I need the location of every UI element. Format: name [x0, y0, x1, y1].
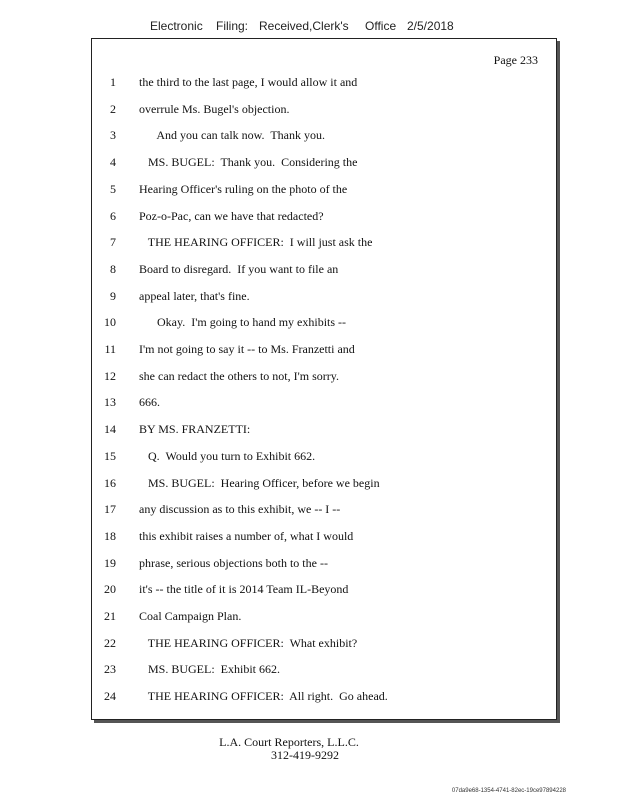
transcript-line [92, 526, 556, 546]
document-hash: 07da9e68-1354-4741-82ec-19ce97894228 [451, 788, 566, 794]
line-text: Okay. I'm going to hand my exhibits -- [139, 315, 347, 330]
transcript-line [92, 259, 556, 279]
line-number: 12 [104, 368, 116, 383]
transcript-line [92, 366, 556, 386]
line-number: 2 [110, 101, 116, 116]
transcript-line [92, 339, 556, 359]
line-text: any discussion as to this exhibit, we -- I -- [139, 502, 341, 517]
line-text: 666. [139, 395, 160, 410]
line-number: 22 [104, 635, 116, 650]
transcript-line [92, 312, 556, 332]
header-word: Received,Clerk's [259, 19, 349, 33]
line-text: phrase, serious objections both to the -- [139, 555, 328, 570]
line-text: BY MS. FRANZETTI: [139, 422, 251, 437]
line-text: this exhibit raises a number of, what I would [139, 528, 354, 543]
transcript-line [92, 579, 556, 599]
line-text: THE HEARING OFFICER: I will just ask the [139, 235, 373, 250]
line-number: 13 [104, 395, 116, 410]
header-date: 2/5/2018 [407, 19, 454, 33]
line-number: 21 [104, 609, 116, 623]
line-number: 8 [110, 261, 116, 276]
transcript-line [92, 473, 556, 493]
transcript-line [92, 206, 556, 226]
line-text: Q. Would you turn to Exhibit 662. [139, 448, 316, 463]
line-text: appeal later, that's fine. [139, 288, 250, 303]
line-number: 5 [110, 181, 116, 196]
line-text: the third to the last page, I would allow it and [139, 75, 358, 89]
line-number: 24 [104, 689, 116, 704]
transcript-line [92, 659, 556, 679]
transcript-line [92, 446, 556, 466]
line-text: And you can talk now. Thank you. [139, 128, 325, 143]
transcript-line [92, 286, 556, 306]
line-text: MS. BUGEL: Thank you. Considering the [139, 155, 358, 170]
footer-phone: 312-419-9292 [271, 748, 339, 762]
line-number: 20 [104, 582, 116, 597]
transcript-line [92, 232, 556, 252]
line-number: 10 [104, 315, 116, 330]
filing-stamp-header [0, 19, 618, 37]
line-text: Board to disregard. If you want to file an [139, 261, 339, 276]
line-number: 18 [104, 528, 116, 543]
line-number: 9 [110, 288, 116, 303]
transcript-line [92, 152, 556, 172]
line-number: 6 [110, 208, 116, 223]
line-text: THE HEARING OFFICER: All right. Go ahead. [139, 689, 388, 704]
line-text: MS. BUGEL: Hearing Officer, before we begin [139, 475, 380, 490]
transcript-line [92, 419, 556, 439]
transcript-line [92, 392, 556, 412]
header-word: Filing: [216, 19, 249, 33]
transcript-line [92, 606, 556, 626]
line-number: 17 [104, 502, 116, 517]
line-number: 19 [104, 555, 116, 570]
page-number: Page 233 [493, 53, 538, 67]
transcript-line [92, 686, 556, 706]
transcript-line [92, 72, 556, 92]
line-number: 15 [104, 448, 116, 463]
line-text: overrule Ms. Bugel's objection. [139, 101, 290, 116]
line-number: 3 [110, 128, 116, 143]
line-text: it's -- the title of it is 2014 Team IL-Beyond [139, 582, 349, 597]
header-word: Electronic [150, 19, 203, 33]
line-text: Coal Campaign Plan. [139, 609, 242, 623]
transcript-lines [92, 39, 556, 719]
transcript-line [92, 125, 556, 145]
line-text: she can redact the others to not, I'm sorry. [139, 368, 339, 383]
line-text: THE HEARING OFFICER: What exhibit? [139, 635, 358, 650]
line-number: 11 [104, 342, 116, 356]
transcript-line [92, 99, 556, 119]
line-text: MS. BUGEL: Exhibit 662. [139, 662, 281, 677]
transcript-line [92, 633, 556, 653]
line-text: I'm not going to say it -- to Ms. Franzetti and [139, 342, 355, 356]
line-number: 4 [110, 155, 116, 170]
footer-company: L.A. Court Reporters, L.L.C. [219, 735, 359, 749]
header-word: Office [365, 19, 397, 33]
line-number: 1 [110, 75, 116, 89]
line-number: 7 [110, 235, 116, 250]
transcript-line [92, 499, 556, 519]
transcript-line [92, 553, 556, 573]
transcript-line [92, 179, 556, 199]
transcript-page-frame [91, 38, 557, 720]
line-text: Poz-o-Pac, can we have that redacted? [139, 208, 324, 223]
line-number: 14 [104, 422, 116, 437]
line-number: 23 [104, 662, 116, 677]
line-number: 16 [104, 475, 116, 490]
line-text: Hearing Officer's ruling on the photo of the [139, 181, 348, 196]
